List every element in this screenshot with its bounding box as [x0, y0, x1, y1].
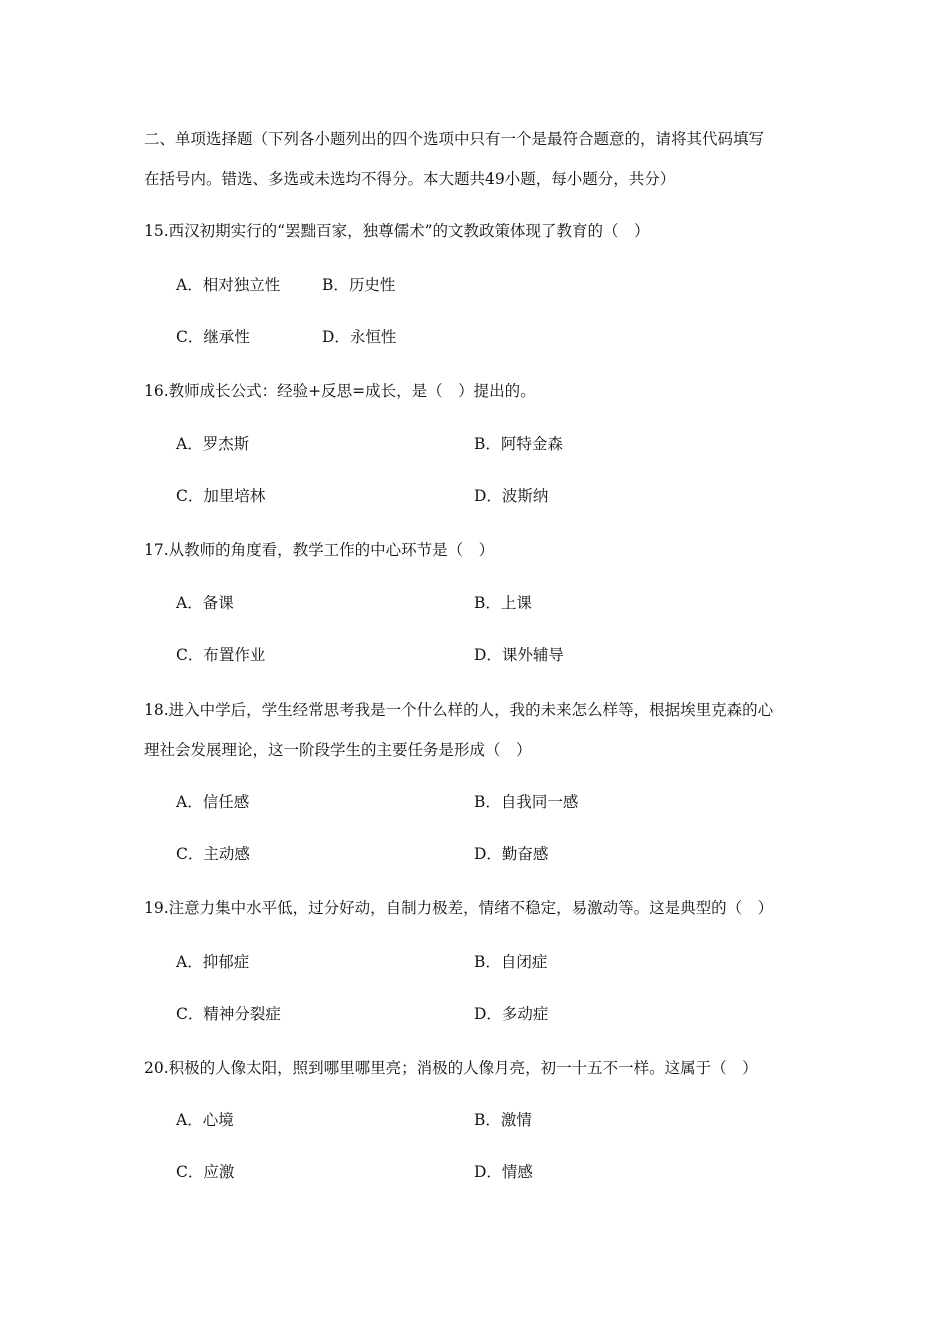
- question-15-stem: 15.西汉初期实行的“罢黜百家，独尊儒术”的文教政策体现了教育的（ ）: [144, 222, 650, 240]
- question-18-option-d: D．勤奋感: [474, 845, 549, 863]
- question-20-option-c: C．应激: [176, 1163, 235, 1181]
- question-16-option-b: B．阿特金森: [474, 435, 563, 453]
- question-18-stem-line1: 18.进入中学后，学生经常思考我是一个什么样的人，我的未来怎么样等，根据埃里克森的心: [144, 701, 774, 719]
- question-15-option-b: B．历史性: [322, 276, 396, 294]
- question-17-option-c: C．布置作业: [176, 646, 266, 664]
- question-19-stem: 19.注意力集中水平低，过分好动，自制力极差，情绪不稳定，易激动等。这是典型的（ ）: [144, 899, 774, 917]
- question-15-option-c: C．继承性: [176, 328, 250, 346]
- question-20-option-b: B．激情: [474, 1111, 532, 1129]
- question-15-option-a: A．相对独立性: [176, 276, 281, 294]
- question-19-option-a: A．抑郁症: [176, 953, 250, 971]
- question-19-option-b: B．自闭症: [474, 953, 548, 971]
- question-20-option-d: D．情感: [474, 1163, 533, 1181]
- section-heading-line1: 二、单项选择题（下列各小题列出的四个选项中只有一个是最符合题意的，请将其代码填写: [144, 130, 765, 148]
- question-20-stem: 20.积极的人像太阳，照到哪里哪里亮；消极的人像月亮，初一十五不一样。这属于（ ）: [144, 1059, 758, 1077]
- question-18-option-c: C．主动感: [176, 845, 250, 863]
- question-16-option-a: A．罗杰斯: [176, 435, 250, 453]
- question-16-option-c: C．加里培林: [176, 487, 266, 505]
- question-15-option-d: D．永恒性: [322, 328, 397, 346]
- question-18-option-a: A．信任感: [176, 793, 250, 811]
- question-19-option-c: C．精神分裂症: [176, 1005, 281, 1023]
- question-17-option-b: B．上课: [474, 594, 532, 612]
- question-16-option-d: D．波斯纳: [474, 487, 549, 505]
- question-19-option-d: D．多动症: [474, 1005, 549, 1023]
- question-18-option-b: B．自我同一感: [474, 793, 579, 811]
- question-17-option-d: D．课外辅导: [474, 646, 564, 664]
- question-20-option-a: A．心境: [176, 1111, 234, 1129]
- question-18-stem-line2: 理社会发展理论，这一阶段学生的主要任务是形成（ ）: [144, 741, 532, 759]
- section-heading-line2: 在括号内。错选、多选或未选均不得分。本大题共49小题，每小题分，共分）: [144, 170, 676, 188]
- question-17-stem: 17.从教师的角度看，教学工作的中心环节是（ ）: [144, 541, 495, 559]
- question-16-stem: 16.教师成长公式：经验+反思=成长，是（ ）提出的。: [144, 382, 536, 400]
- question-17-option-a: A．备课: [176, 594, 234, 612]
